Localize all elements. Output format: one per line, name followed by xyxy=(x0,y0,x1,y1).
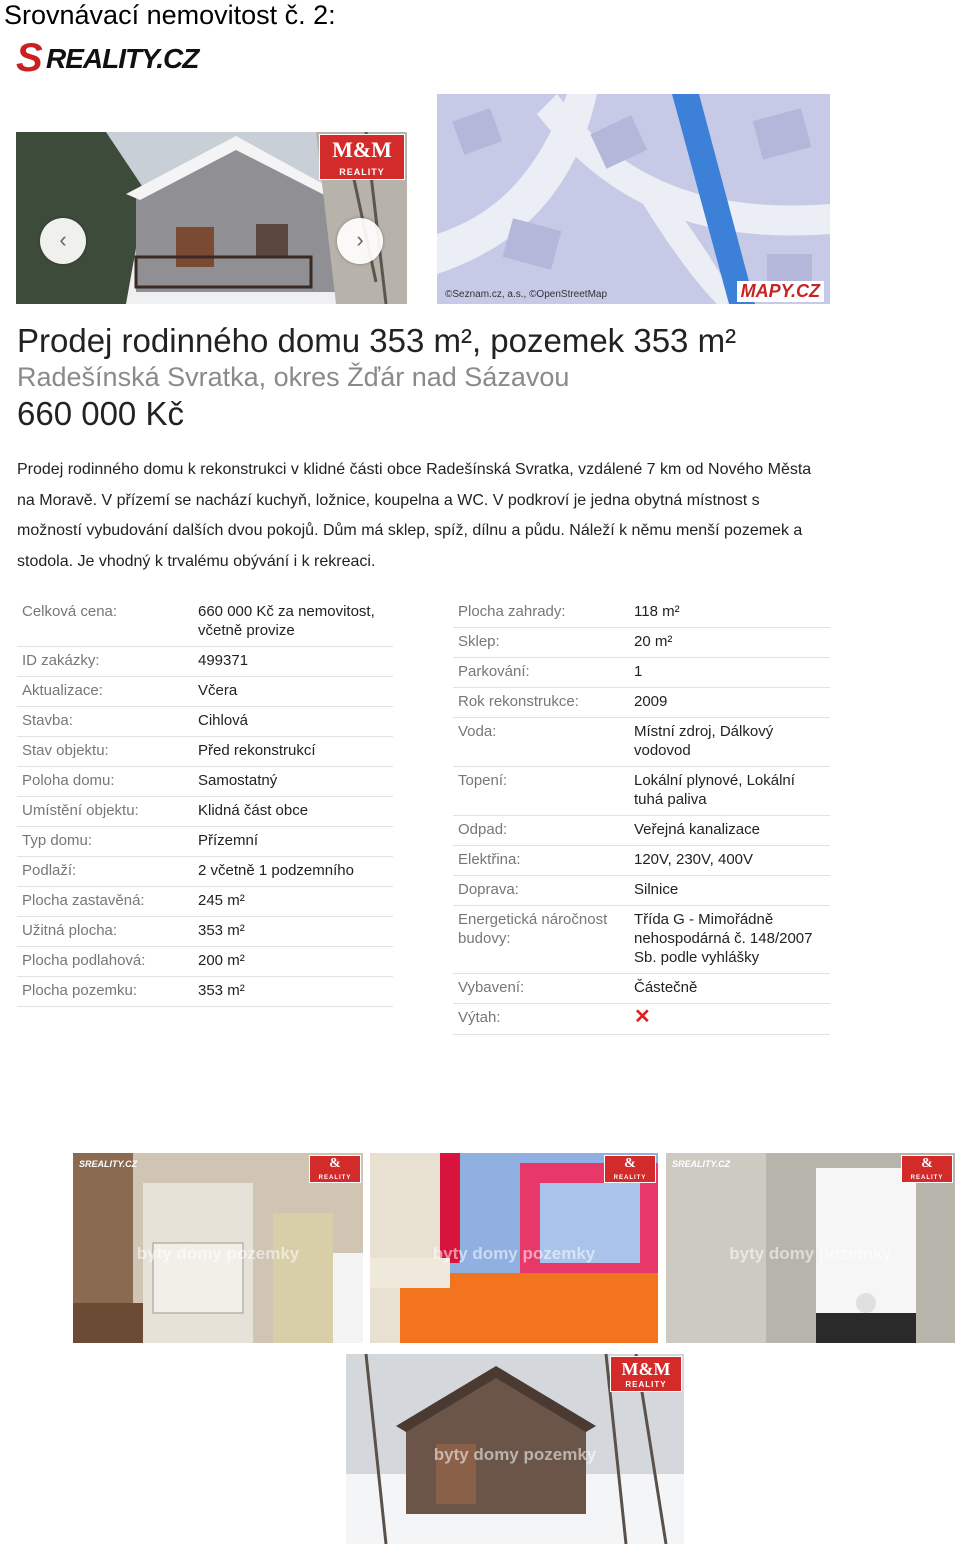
param-value: Silnice xyxy=(629,876,830,906)
document-title: Srovnávací nemovitost č. 2: xyxy=(4,0,336,30)
param-value: 200 m² xyxy=(193,947,393,977)
param-label: Poloha domu: xyxy=(17,767,193,797)
listing-price: 660 000 Kč xyxy=(17,395,184,432)
kitchen-photo[interactable] xyxy=(73,1153,363,1343)
listing-description: Prodej rodinného domu k rekonstrukci v klidné části obce Radešínská Svratka, vzdálené 7 km od Nového Města na Moravě. V přízemí se nachází kuchyň, ložnice, koupelna a WC. V podkroví je jedna obytná místnost s možností vybudování dalších dvou pokojů. Dům má sklep, spíž, dílnu a půdu. Náleží k němu menší pozemek a stodola. Je vhodný k trvalému obývání i k rekreaci. xyxy=(17,461,812,570)
param-label: Celková cena: xyxy=(17,598,193,647)
param-value: 353 m² xyxy=(193,917,393,947)
param-value: 499371 xyxy=(193,647,393,677)
param-value: 2 včetně 1 podzemního xyxy=(193,857,393,887)
param-label: Voda: xyxy=(453,718,629,767)
table-row xyxy=(17,857,393,887)
map-image xyxy=(437,94,830,304)
table-row xyxy=(453,718,830,767)
param-value: 1 xyxy=(629,658,830,688)
param-label: Parkování: xyxy=(453,658,629,688)
table-row xyxy=(17,917,393,947)
param-label: Vybavení: xyxy=(453,974,629,1004)
badge-sub: REALITY xyxy=(910,1175,944,1181)
barn-photo[interactable] xyxy=(346,1354,684,1544)
param-label: Podlaží: xyxy=(17,857,193,887)
badge-sub: REALITY xyxy=(625,1380,667,1389)
badge-sub: REALITY xyxy=(613,1175,647,1181)
param-label: Typ domu: xyxy=(17,827,193,857)
param-value: 120V, 230V, 400V xyxy=(629,846,830,876)
watermark: byty domy pozemky xyxy=(136,1244,300,1264)
table-row xyxy=(17,827,393,857)
house-photo xyxy=(16,132,407,304)
param-value: Třída G - Mimořádně nehospodárná č. 148/2007 Sb. podle vyhlášky xyxy=(629,906,830,974)
listing-location: Radešínská Svratka, okres Žďár nad Sázavou xyxy=(17,362,570,392)
mm-reality-badge xyxy=(309,1155,361,1183)
param-label: Sklep: xyxy=(453,628,629,658)
param-label: Užitná plocha: xyxy=(17,917,193,947)
table-row xyxy=(453,658,830,688)
table-row xyxy=(17,707,393,737)
table-row xyxy=(453,876,830,906)
logo-text: REALITY.CZ xyxy=(46,43,199,74)
boiler-photo[interactable] xyxy=(666,1153,955,1343)
table-row xyxy=(453,974,830,1004)
badge-main: & xyxy=(624,1156,636,1171)
param-label: Aktualizace: xyxy=(17,677,193,707)
gallery-next-button[interactable]: › xyxy=(337,218,383,264)
badge-main: M&M xyxy=(332,137,392,162)
table-row xyxy=(17,737,393,767)
param-label: Energetická náročnost budovy: xyxy=(453,906,629,974)
bedroom-photo[interactable] xyxy=(370,1153,658,1343)
table-row xyxy=(17,887,393,917)
param-value: Místní zdroj, Dálkový vodovod xyxy=(629,718,830,767)
logo-letter: S xyxy=(16,36,43,80)
badge-sub: REALITY xyxy=(318,1175,352,1181)
table-row xyxy=(453,767,830,816)
param-value: Lokální plynové, Lokální tuhá paliva xyxy=(629,767,830,816)
param-value: 20 m² xyxy=(629,628,830,658)
param-label: Plocha zastavěná: xyxy=(17,887,193,917)
table-row xyxy=(453,816,830,846)
table-row xyxy=(17,598,393,647)
param-value: 353 m² xyxy=(193,977,393,1007)
listing-title: Prodej rodinného domu 353 m², pozemek 353 m² xyxy=(17,322,737,359)
param-value: Veřejná kanalizace xyxy=(629,816,830,846)
params-table-right xyxy=(453,598,830,1035)
param-value: 118 m² xyxy=(629,598,830,628)
table-row xyxy=(453,846,830,876)
param-value: 245 m² xyxy=(193,887,393,917)
table-row xyxy=(17,797,393,827)
param-label: ID zakázky: xyxy=(17,647,193,677)
sreality-logo xyxy=(16,36,236,80)
thumb-logo: SREALITY.CZ xyxy=(79,1159,138,1169)
table-row xyxy=(453,688,830,718)
param-label: Umístění objektu: xyxy=(17,797,193,827)
param-label: Rok rekonstrukce: xyxy=(453,688,629,718)
mm-reality-badge xyxy=(319,134,405,180)
param-label: Elektřina: xyxy=(453,846,629,876)
table-row xyxy=(17,647,393,677)
thumb-logo: SREALITY.CZ xyxy=(672,1159,731,1169)
badge-main: & xyxy=(921,1156,933,1171)
param-value: Cihlová xyxy=(193,707,393,737)
param-value: Klidná část obce xyxy=(193,797,393,827)
mapy-logo: MAPY.CZ xyxy=(737,281,824,302)
param-value xyxy=(629,1004,830,1035)
badge-sub: REALITY xyxy=(339,167,385,177)
mm-reality-badge xyxy=(901,1155,953,1183)
param-value: 2009 xyxy=(629,688,830,718)
param-label: Plocha podlahová: xyxy=(17,947,193,977)
gallery-prev-button[interactable]: ‹ xyxy=(40,218,86,264)
table-row xyxy=(17,947,393,977)
param-value: Včera xyxy=(193,677,393,707)
watermark: byty domy pozemky xyxy=(432,1244,596,1264)
params-table-left xyxy=(17,598,393,1007)
param-label: Výtah: xyxy=(453,1004,629,1035)
table-row xyxy=(17,767,393,797)
badge-main: & xyxy=(329,1156,341,1171)
table-row xyxy=(453,628,830,658)
location-map[interactable] xyxy=(437,94,830,304)
no-icon: ✕ xyxy=(634,1006,651,1028)
param-label: Stav objektu: xyxy=(17,737,193,767)
param-label: Doprava: xyxy=(453,876,629,906)
map-credit: ©Seznam.cz, a.s., ©OpenStreetMap xyxy=(445,289,608,300)
param-value: Částečně xyxy=(629,974,830,1004)
badge-main: M&M xyxy=(621,1359,671,1379)
param-label: Topení: xyxy=(453,767,629,816)
table-row xyxy=(453,1004,830,1035)
param-value: Přízemní xyxy=(193,827,393,857)
mm-reality-badge xyxy=(610,1356,682,1392)
param-value: 660 000 Kč za nemovitost, včetně provize xyxy=(193,598,393,647)
table-row xyxy=(453,598,830,628)
param-value: Samostatný xyxy=(193,767,393,797)
param-value: Před rekonstrukcí xyxy=(193,737,393,767)
param-label: Plocha zahrady: xyxy=(453,598,629,628)
mm-reality-badge xyxy=(604,1155,656,1183)
watermark: byty domy pozemky xyxy=(729,1244,892,1264)
param-label: Plocha pozemku: xyxy=(17,977,193,1007)
watermark: byty domy pozemky xyxy=(433,1445,597,1465)
param-label: Stavba: xyxy=(17,707,193,737)
table-row xyxy=(17,977,393,1007)
table-row xyxy=(17,677,393,707)
param-label: Odpad: xyxy=(453,816,629,846)
table-row xyxy=(453,906,830,974)
